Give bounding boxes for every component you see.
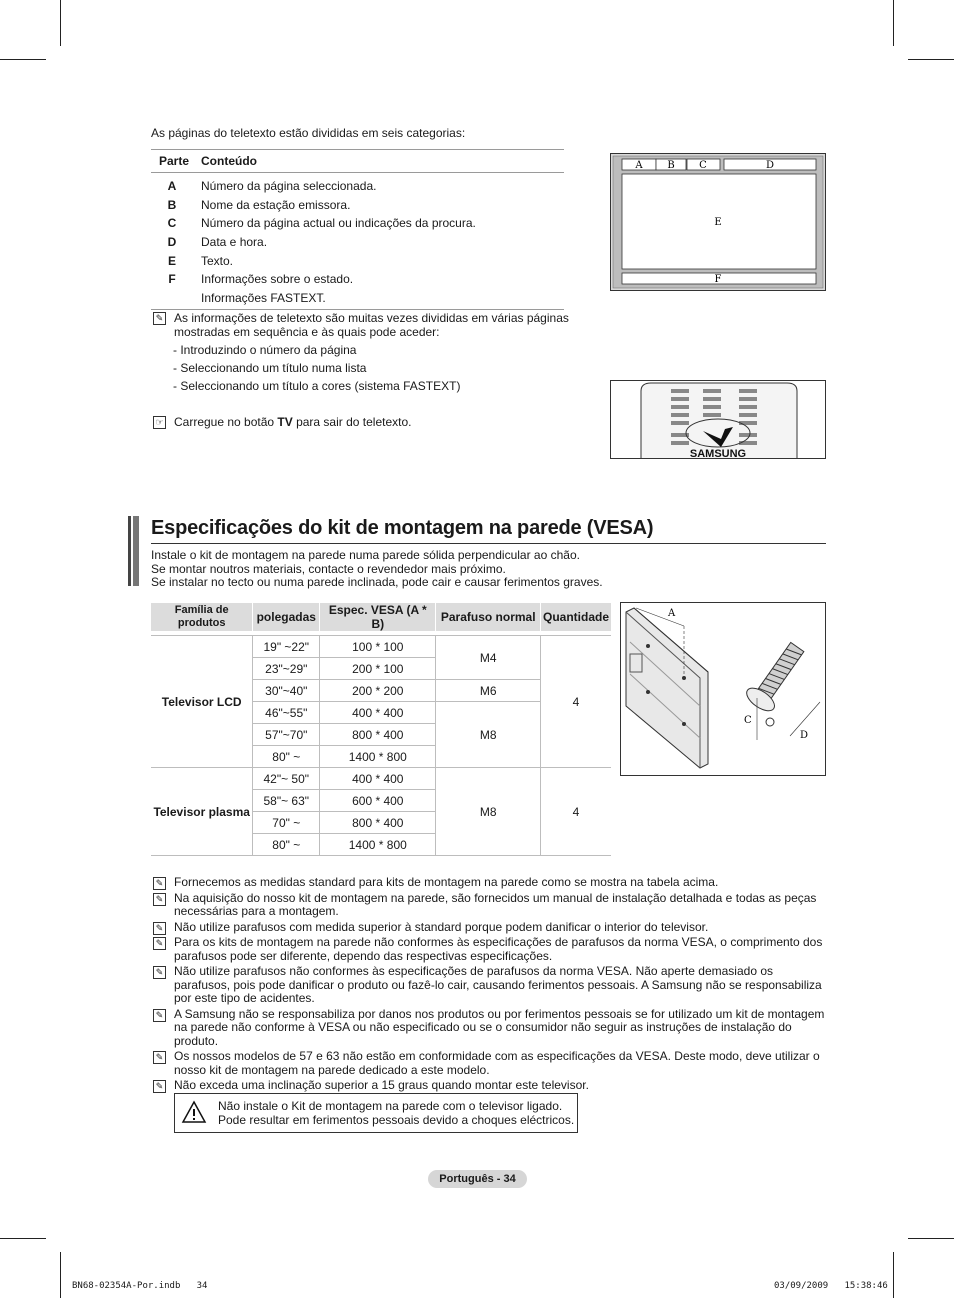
note-item: ✎ Não utilize parafusos não conformes às especificações de parafusos da norma VESA. Não aperte demasiado os parafusos, pois pode danificar o produto ou fazê-lo cair, causando ferimentos pessoais. A Samsung não se responsabiliza por este tipo de acidentes. [153,965,825,1006]
warning-text: Não instale o Kit de montagem na parede com o televisor ligado. Pode resultar em ferimentos pessoais devido a choques eléctricos. [218,1099,575,1127]
remote-brand: SAMSUNG [689,448,747,458]
note-item: ✎ Não utilize parafusos com medida superior à standard porque podem danificar o interior do televisor. [153,921,825,935]
header-part: Parte [151,150,193,173]
crop-mark [908,59,954,60]
label-a: A [668,608,676,619]
crop-mark [0,59,46,60]
crop-mark [60,1252,61,1298]
teletext-note: ✎ As informações de teletexto são muitas vezes divididas em várias páginas mostradas em sequência e às quais pode aceder: [153,311,583,339]
note-item: ✎ Não exceda uma inclinação superior a 15 graus quando montar este televisor. [153,1079,825,1093]
table-row: 23"~29" 200 * 100 [151,658,611,680]
file-info: BN68-02354A-Por.indb 34 [72,1281,208,1291]
note-item: ✎ A Samsung não se responsabiliza por danos nos produtos ou por ferimentos pessoais se for utilizado um kit de montagem na parede não conforme à VESA ou não especificado ou se o consumidor não seguir as instruções de instalação do produto. [153,1008,825,1049]
label-d: D [765,160,775,171]
table-row: Televisor plasma 42"~ 50" 400 * 400 M8 4 [151,768,611,790]
table-row: 30"~40" 200 * 200 M6 [151,680,611,702]
section-bar [128,516,131,586]
crop-mark [908,1238,954,1239]
section-title: Especificações do kit de montagem na parede (VESA) [151,517,654,539]
note-icon: ✎ [153,1009,166,1022]
press-icon: ☞ [153,416,166,429]
note-icon: ✎ [153,937,166,950]
warning-icon [181,1100,207,1124]
table-row: E Texto. [167,253,234,268]
note-icon: ✎ [153,1051,166,1064]
list-item: - Introduzindo o número da página [173,343,357,357]
list-item: - Seleccionando um título numa lista [173,361,367,375]
label-f: F [714,274,722,285]
vesa-intro: Instale o kit de montagem na parede numa parede sólida perpendicular ao chão. Se montar noutros materiais, contacte o revendedor mais próximo. Se instalar no tecto ou numa parede inclinada, pode cair e causar ferimentos graves. [151,548,603,589]
table-row: 46"~55" 400 * 400 M8 [151,702,611,724]
page-number-badge: Português - 34 [428,1170,527,1188]
remote-control-image [610,380,826,459]
crop-mark [893,1252,894,1298]
list-item: - Seleccionando um título a cores (sistema FASTEXT) [173,379,461,393]
table-row: B Nome da estação emissora. [167,197,351,212]
note-icon: ✎ [153,312,166,325]
wall-mount-diagram [620,602,826,776]
teletext-intro: As páginas do teletexto estão divididas em seis categorias: [151,126,466,140]
note-item: ✎ Na aquisição do nosso kit de montagem na parede, são fornecidos um manual de instalação detalhada e todas as peças necessárias para a montagem. [153,892,825,919]
vesa-spec-table [151,603,611,856]
teletext-parts-table [151,149,564,310]
label-d: D [800,730,809,741]
note-icon: ✎ [153,922,166,935]
crop-mark [0,1238,46,1239]
table-row: 70" ~ 800 * 400 [151,812,611,834]
crop-mark [893,0,894,46]
print-timestamp: 03/09/2009 15:38:46 [774,1281,888,1291]
note-item: ✎ Os nossos modelos de 57 e 63 não estão em conformidade com as especificações da VESA. Deste modo, deve utilizar o nosso kit de montagem na parede dedicado a este modelo. [153,1050,825,1077]
header-family: Família de produtos [151,603,253,631]
note-icon: ✎ [153,966,166,979]
title-rule [151,543,826,544]
header-vesa-spec: Espec. VESA (A * B) [320,603,436,631]
table-row: 80" ~ 1400 * 800 [151,834,611,856]
label-c: C [744,715,752,726]
table-row: Informações FASTEXT. [151,289,564,310]
vesa-notes [153,876,825,1095]
header-quantity: Quantidade [540,603,611,631]
note-icon: ✎ [153,1080,166,1093]
crop-mark [60,0,61,46]
teletext-screen-diagram [610,153,826,291]
header-inches: polegadas [253,603,320,631]
table-row: D Data e hora. [167,235,268,250]
table-row: C Número da página actual ou indicações da procura. [167,216,476,231]
header-content: Conteúdo [193,150,564,173]
label-a: A [635,160,643,171]
header-screw: Parafuso normal [436,603,541,631]
table-row: 57"~70" 800 * 400 [151,724,611,746]
note-icon: ✎ [153,877,166,890]
label-e: E [714,217,722,228]
section-bar [133,516,139,586]
label-c: C [699,160,707,171]
warning-box [174,1093,578,1133]
note-icon: ✎ [153,893,166,906]
table-row: 80" ~ 1400 * 800 [151,746,611,768]
table-row: Televisor LCD 19" ~22" 100 * 100 M4 4 [151,636,611,658]
note-item: ✎ Fornecemos as medidas standard para kits de montagem na parede como se mostra na tabela acima. [153,876,825,890]
label-b: B [667,160,675,171]
table-row: F Informações sobre o estado. [168,272,354,287]
table-row: 58"~ 63" 600 * 400 [151,790,611,812]
note-item: ✎ Para os kits de montagem na parede não conformes às especificações de parafusos da norma VESA, o comprimento dos parafusos pode ser diferente, dependo das respectivas especificações. [153,936,825,963]
exit-note: ☞ Carregue no botão TV para sair do teletexto. [153,415,583,429]
table-row: A Número da página seleccionada. [167,179,377,194]
